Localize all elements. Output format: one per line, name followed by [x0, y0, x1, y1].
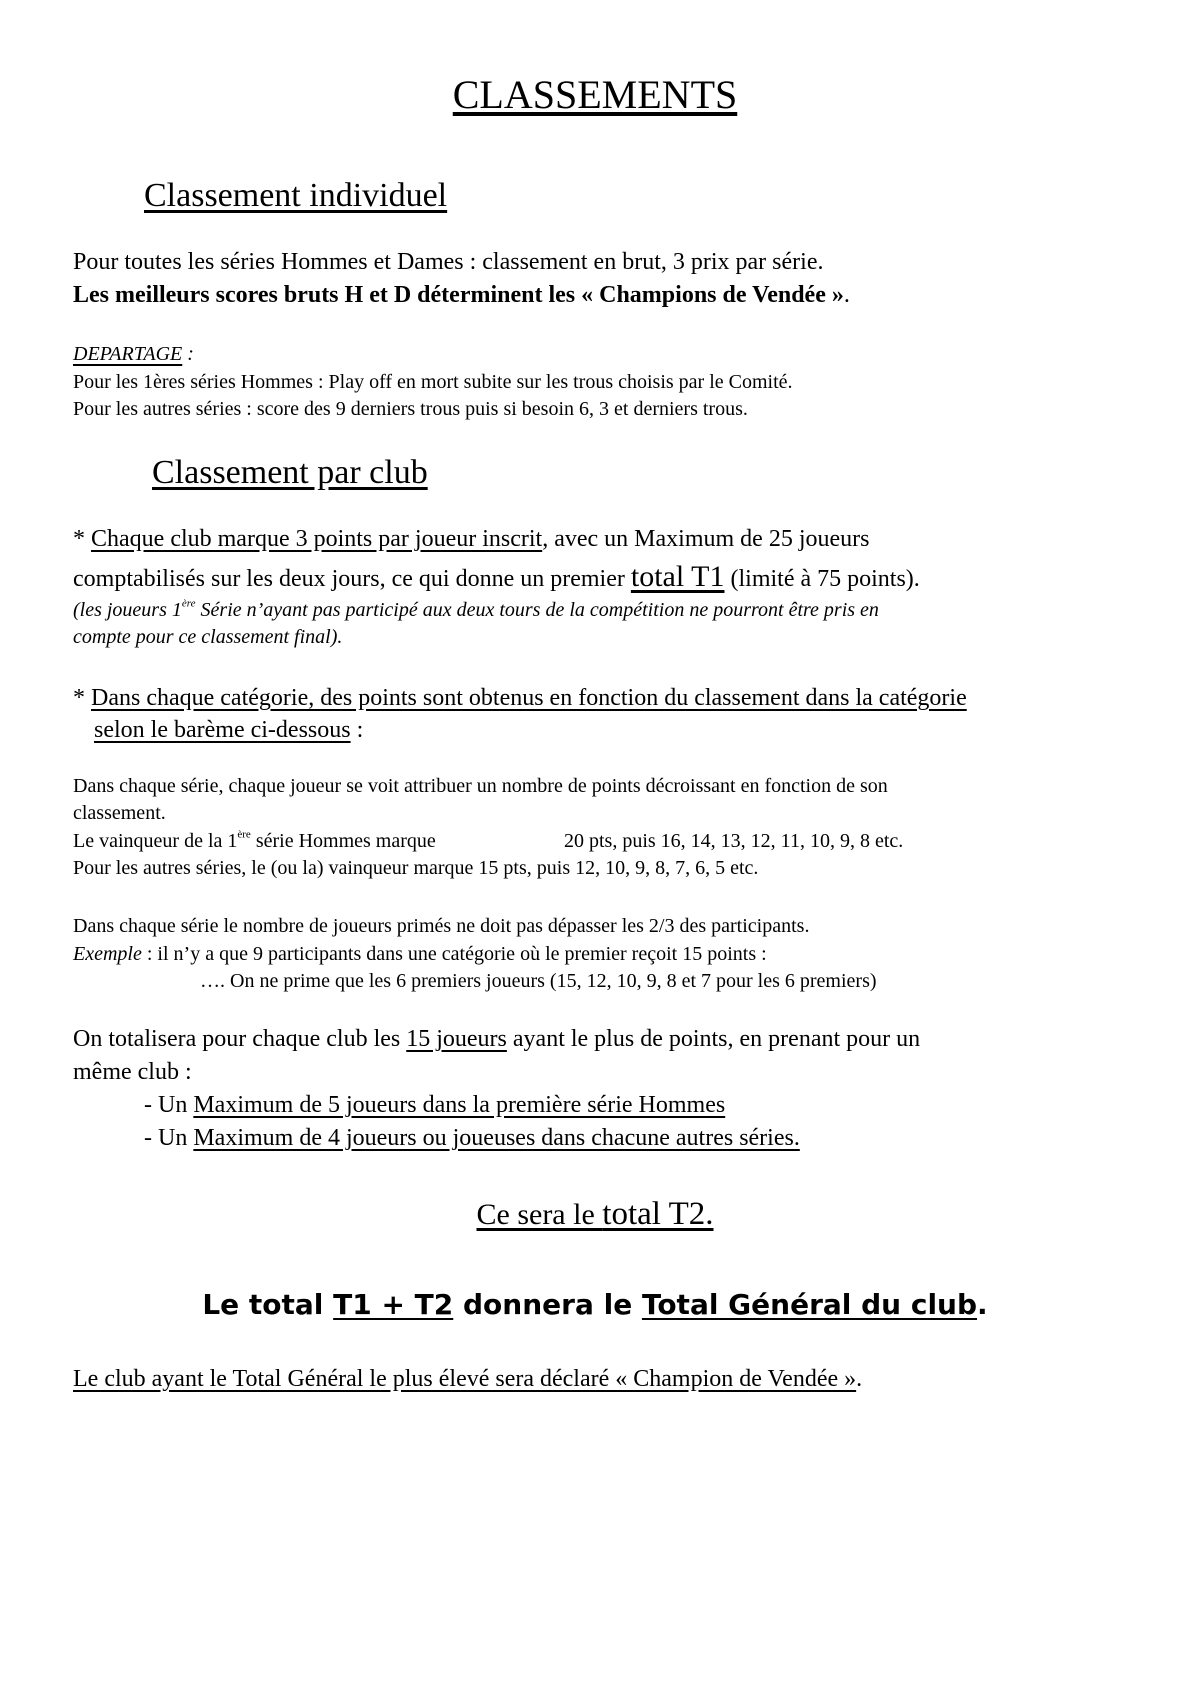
section-heading-club: Classement par club: [152, 454, 428, 491]
departage-line-1: Pour les 1ères séries Hommes : Play off en mort subite sur les trous choisis par le Comité.: [73, 371, 793, 393]
total-t1-label: total T1: [630, 560, 725, 593]
departage-word: DEPARTAGE: [73, 343, 183, 365]
final-line: [73, 1363, 862, 1396]
winner-line-1: [73, 828, 436, 855]
t1-t2-label: T1 + T2: [333, 1288, 454, 1321]
serie-line-2: classement.: [73, 802, 166, 824]
exemple-label: Exemple: [73, 943, 142, 965]
t2-text-a: Ce sera le: [476, 1198, 603, 1231]
winner-sup: ère: [237, 828, 251, 841]
winner-points-1: 20 pts, puis 16, 14, 13, 12, 11, 10, 9, 8 etc.: [564, 830, 904, 852]
note-line-1: [73, 597, 879, 624]
note-line-2: compte pour ce classement final).: [73, 626, 343, 648]
winner-line-2: Pour les autres séries, le (ou la) vainqueur marque 15 pts, puis 12, 10, 9, 8, 7, 6, 5 etc.: [73, 857, 759, 879]
maximum-line-1: [144, 1089, 725, 1122]
totaliser-text-b: ayant le plus de points, en prenant pour un: [506, 1026, 921, 1052]
fifteen-players: 15 joueurs: [406, 1026, 507, 1052]
general-text-a: Le total: [202, 1288, 334, 1321]
departage-label: [73, 341, 194, 368]
winner-text-a: Le vainqueur de la 1: [73, 830, 238, 852]
t1-line2-text: comptabilisés sur les deux jours, ce qui donne un premier: [73, 566, 631, 592]
t1-line-2: [73, 560, 920, 596]
colon: :: [350, 717, 364, 743]
category-underlined-2: selon le barème ci-dessous: [94, 717, 351, 743]
note-text-b: Série n’ayant pas participé aux deux tours de la compétition ne pourront être pris en: [195, 599, 879, 621]
champions-text: Les meilleurs scores bruts H et D déterminent les « Champions de Vendée »: [73, 282, 844, 308]
t1-rest-text: , avec un Maximum de 25 joueurs: [542, 526, 870, 552]
exemple-text: : il n’y a que 9 participants dans une catégorie où le premier reçoit 15 points :: [141, 943, 767, 965]
dash-prefix: - Un: [144, 1092, 194, 1118]
period: .: [977, 1288, 988, 1321]
total-t2-line: [0, 1194, 1190, 1235]
totaliser-line-2: même club :: [73, 1059, 192, 1085]
totaliser-line-1: [73, 1023, 920, 1056]
t1-limit-text: (limité à 75 points).: [724, 566, 920, 592]
t1-underlined-text: Chaque club marque 3 points par joueur inscrit: [91, 526, 543, 552]
winner-text-b: série Hommes marque: [250, 830, 436, 852]
t1-line-1: [73, 523, 869, 556]
departage-line-2: Pour les autres séries : score des 9 derniers trous puis si besoin 6, 3 et derniers trous.: [73, 398, 748, 420]
maximum-2-text: Maximum de 4 joueurs ou joueuses dans chacune autres séries.: [193, 1125, 800, 1151]
total-t2-text: [477, 1198, 714, 1231]
page-title: CLASSEMENTS: [452, 72, 738, 117]
category-underlined-1: Dans chaque catégorie, des points sont obtenus en fonction du classement dans la catégorie: [91, 685, 967, 711]
bullet-star: *: [73, 526, 91, 552]
departage-colon: :: [182, 343, 194, 365]
category-line-2: [94, 714, 363, 747]
section-heading-individual: Classement individuel: [144, 177, 448, 214]
general-text-b: donnera le: [453, 1288, 642, 1321]
total-general-line: [0, 1285, 1190, 1325]
note-sup: ère: [181, 597, 196, 610]
t2-text-b: total T2.: [602, 1196, 714, 1232]
individual-line-1: Pour toutes les séries Hommes et Dames : classement en brut, 3 prix par série.: [73, 249, 824, 275]
period: .: [856, 1366, 863, 1392]
maximum-line-2: [144, 1122, 800, 1155]
final-text: Le club ayant le Total Général le plus élevé sera déclaré « Champion de Vendée »: [73, 1366, 857, 1392]
note-text-a: (les joueurs 1: [73, 599, 182, 621]
individual-line-2: [73, 279, 850, 312]
maximum-1-text: Maximum de 5 joueurs dans la première série Hommes: [193, 1092, 726, 1118]
dash-prefix: - Un: [144, 1125, 194, 1151]
serie-line-1: Dans chaque série, chaque joueur se voit attribuer un nombre de points décroissant en fonction de son: [73, 775, 888, 797]
totaliser-text-a: On totalisera pour chaque club les: [73, 1026, 407, 1052]
total-general-label: Total Général du club: [641, 1288, 978, 1321]
category-line-1: [73, 682, 967, 715]
bullet-star: *: [73, 685, 91, 711]
period: .: [843, 282, 850, 308]
exemple-line-2: …. On ne prime que les 6 premiers joueurs (15, 12, 10, 9, 8 et 7 pour les 6 premiers): [200, 970, 877, 992]
prime-line: Dans chaque série le nombre de joueurs primés ne doit pas dépasser les 2/3 des participants.: [73, 915, 810, 937]
exemple-line-1: [73, 941, 767, 968]
